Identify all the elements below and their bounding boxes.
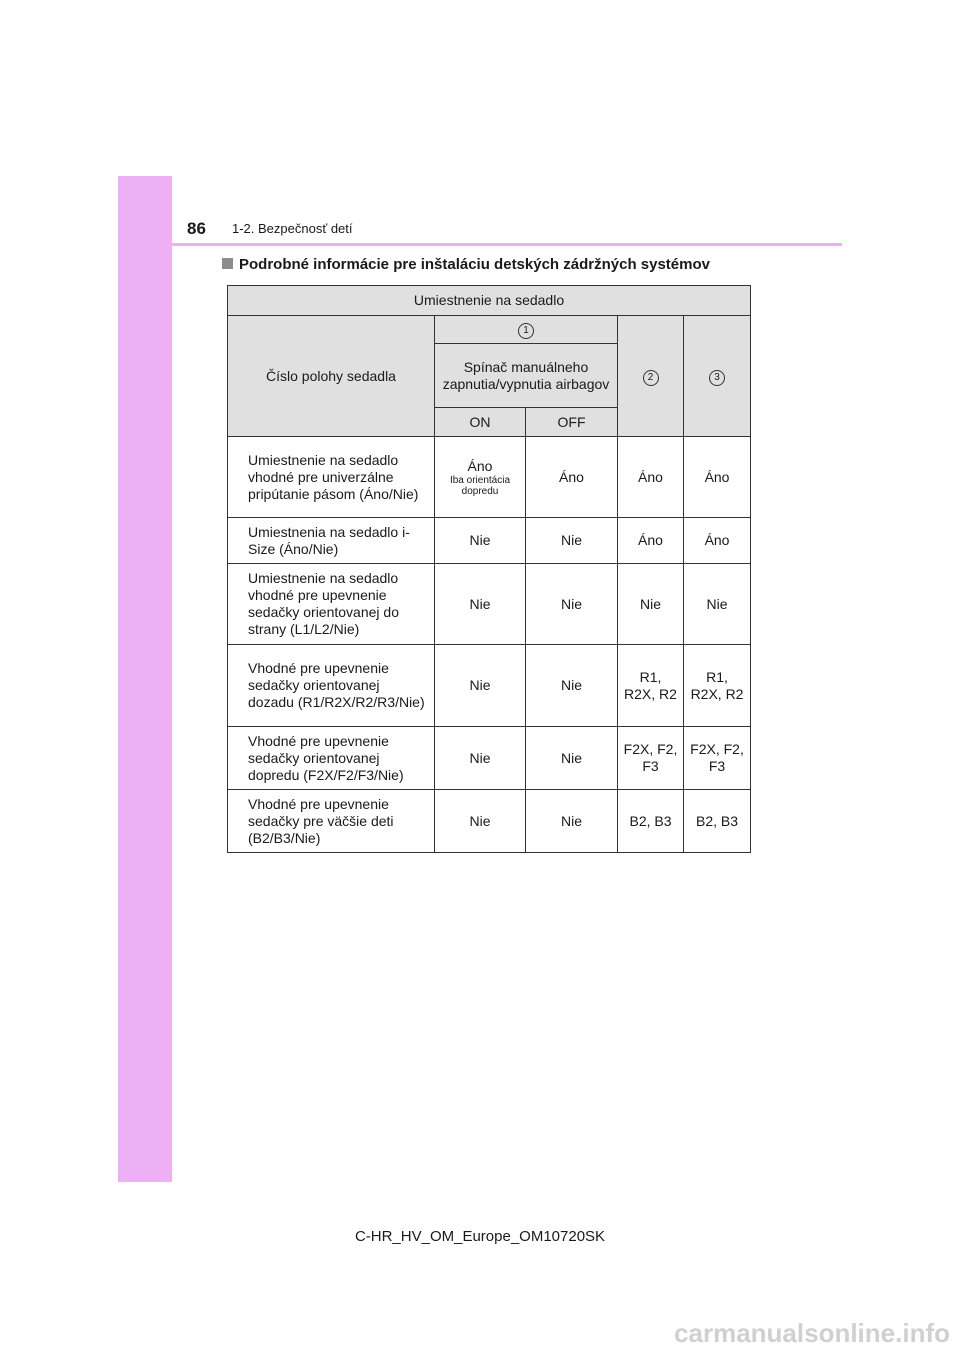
cell-pos2: Nie <box>618 564 684 645</box>
seat-installation-table <box>227 285 751 853</box>
table-row <box>228 790 751 853</box>
row-label: Umiestnenie na sedadlo vhodné pre upevnenie sedačky orientovanej do strany (L1/L2/Nie) <box>228 564 435 645</box>
page-number: 86 <box>187 219 206 238</box>
on-header: ON <box>435 408 526 437</box>
cell-off: Nie <box>526 645 618 727</box>
cell-pos2: F2X, F2, F3 <box>618 727 684 790</box>
cell-on <box>435 437 526 518</box>
off-header: OFF <box>526 408 618 437</box>
circle-number-2: 2 <box>643 370 659 386</box>
position-3-header <box>684 316 751 437</box>
cell-on-value: Áno <box>467 457 493 474</box>
cell-off: Nie <box>526 790 618 853</box>
table-row <box>228 727 751 790</box>
page-heading <box>222 256 710 273</box>
row-label: Umiestnenia na sedadlo i-Size (Áno/Nie) <box>228 518 435 564</box>
position-1-header <box>435 316 618 344</box>
circle-number-3: 3 <box>709 370 725 386</box>
watermark: carmanualsonline.info <box>674 1318 950 1348</box>
cell-pos3: F2X, F2, F3 <box>684 727 751 790</box>
row-label: Vhodné pre upevnenie sedačky orientovanej dozadu (R1/R2X/R2/R3/Nie) <box>228 645 435 727</box>
table-header-row <box>228 286 751 316</box>
cell-on: Nie <box>435 790 526 853</box>
row-label: Umiestnenie na sedadlo vhodné pre univerzálne pripútanie pásom (Áno/Nie) <box>228 437 435 518</box>
cell-off: Nie <box>526 727 618 790</box>
sidebar-band <box>118 176 172 1182</box>
table-row <box>228 518 751 564</box>
cell-pos3: Áno <box>684 437 751 518</box>
cell-off: Nie <box>526 564 618 645</box>
cell-pos3: B2, B3 <box>684 790 751 853</box>
circle-number-1: 1 <box>518 323 534 339</box>
cell-pos3: R1, R2X, R2 <box>684 645 751 727</box>
table-row <box>228 437 751 518</box>
cell-pos3: Nie <box>684 564 751 645</box>
position-2-header <box>618 316 684 437</box>
row-label: Vhodné pre upevnenie sedačky orientovanej dopredu (F2X/F2/F3/Nie) <box>228 727 435 790</box>
cell-on: Nie <box>435 564 526 645</box>
section-title: 1-2. Bezpečnosť detí <box>232 221 353 236</box>
header-divider <box>118 243 842 246</box>
cell-pos2: Áno <box>618 437 684 518</box>
cell-pos2: R1, R2X, R2 <box>618 645 684 727</box>
header-title: Umiestnenie na sedadlo <box>228 286 751 316</box>
cell-on-note: Iba orientácia dopredu <box>449 474 511 497</box>
row-label-header: Číslo polohy sedadla <box>228 316 435 437</box>
table-row <box>228 645 751 727</box>
cell-on: Nie <box>435 727 526 790</box>
table-row <box>228 564 751 645</box>
cell-pos3: Áno <box>684 518 751 564</box>
cell-on: Nie <box>435 645 526 727</box>
cell-on: Nie <box>435 518 526 564</box>
cell-off: Nie <box>526 518 618 564</box>
cell-pos2: B2, B3 <box>618 790 684 853</box>
cell-off: Áno <box>526 437 618 518</box>
row-label: Vhodné pre upevnenie sedačky pre väčšie deti (B2/B3/Nie) <box>228 790 435 853</box>
cell-pos2: Áno <box>618 518 684 564</box>
footer-doc-id: C-HR_HV_OM_Europe_OM10720SK <box>354 1228 606 1245</box>
square-bullet-icon <box>222 258 233 269</box>
airbag-switch-header: Spínač manuálneho zapnutia/vypnutia airbagov <box>435 344 618 408</box>
heading-text: Podrobné informácie pre inštaláciu detských zádržných systémov <box>239 256 710 273</box>
